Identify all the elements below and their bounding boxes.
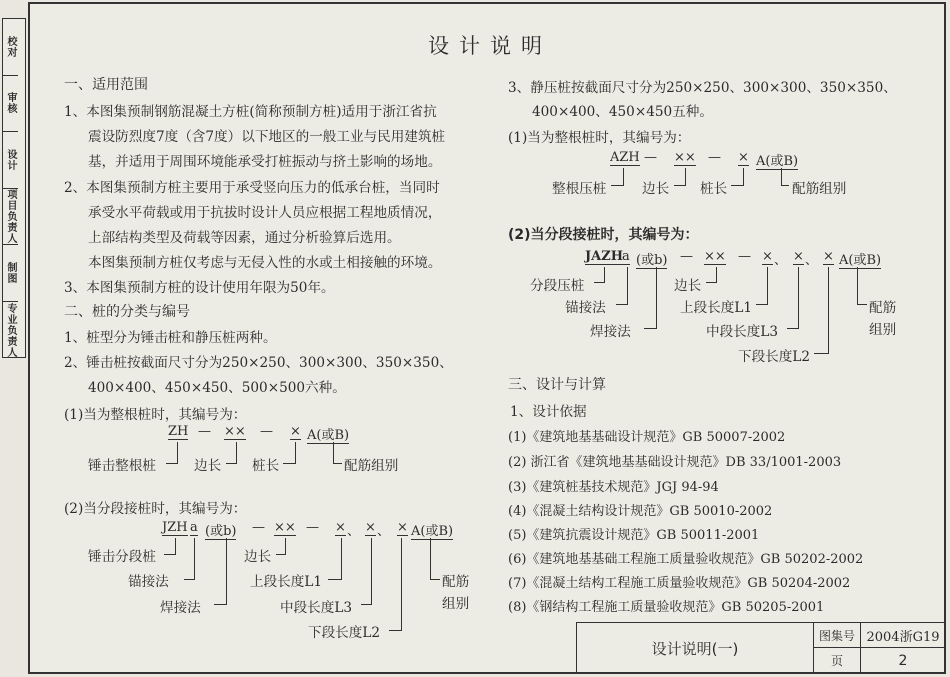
code-label: 桩长 (700, 181, 728, 197)
code-part: a (190, 520, 198, 535)
paragraph: 震设防烈度7度（含7度）以下地区的一般工业与民用建筑桩 (88, 129, 446, 145)
leader-line (276, 554, 286, 555)
atlas-label: 图集号 (813, 622, 861, 648)
code-label: 配筋 (442, 574, 470, 590)
code-label: 组别 (442, 596, 470, 612)
title-block (576, 622, 946, 674)
leader-line (177, 442, 178, 464)
leader-line (616, 304, 628, 305)
leader-line (226, 538, 227, 605)
section-3-heading: 三、设计与计算 (508, 377, 606, 393)
code-part: JZH (162, 520, 188, 535)
reference-item: (4)《混凝土结构设计规范》GB 50010-2002 (508, 504, 773, 519)
code-dash: — (306, 520, 319, 535)
code-label: 锤击整根桩 (88, 458, 156, 474)
leader-line (341, 538, 342, 580)
reference-item: (6)《建筑地基基础工程施工质量验收规范》GB 50202-2002 (508, 552, 864, 567)
leader-line (685, 168, 686, 186)
leader-line (781, 168, 782, 186)
strip-cell: 专业负责人 (5, 302, 16, 358)
leader-line (767, 267, 768, 305)
leader-line (333, 442, 334, 464)
paragraph: 3、本图集预制方桩的设计使用年限为50年。 (64, 280, 335, 296)
code-part: ZH (168, 424, 189, 439)
code-part: × (762, 249, 773, 264)
leader-line (756, 304, 768, 305)
paragraph: 3、静压桩按截面尺寸分为250×250、300×300、350×350、 (508, 80, 897, 96)
paragraph: 本图集预制方桩仅考虑与无侵入性的水或土相接触的环境。 (88, 255, 442, 271)
page-title: 设计说明 (428, 34, 552, 58)
code-part: ×× (224, 424, 246, 439)
leader-line (389, 630, 402, 631)
paragraph: 2、本图集预制方桩主要用于承受竖向压力的低承台桩，当同时 (64, 180, 440, 196)
code-part: × (397, 520, 408, 535)
strip-cell: 审核 (3, 76, 18, 133)
leader-line (283, 463, 296, 464)
code-label: 边长 (674, 278, 702, 294)
drawing-name: 设计说明(一) (576, 622, 814, 674)
code-label: 桩长 (252, 458, 280, 474)
code-label: 整根压桩 (552, 181, 607, 197)
code-label: 边长 (244, 549, 272, 565)
code-label: 配筋组别 (344, 458, 399, 474)
section-1-heading: 一、适用范围 (64, 77, 148, 93)
leader-line (656, 267, 657, 329)
subheading: (1)当为整根桩时，其编号为： (508, 130, 691, 146)
leader-line (430, 538, 431, 580)
leader-line (594, 282, 605, 283)
reference-item: (1)《建筑地基基础设计规范》GB 50007-2002 (508, 430, 786, 445)
code-part: AZH (610, 150, 640, 165)
subheading: (1)当为整根桩时，其编号为： (64, 407, 247, 423)
code-label: 边长 (642, 181, 670, 197)
leader-line (430, 579, 440, 580)
code-label: 焊接法 (590, 324, 631, 340)
code-part: × (335, 520, 346, 535)
leader-line (333, 463, 342, 464)
code-sep: 、 (805, 253, 819, 268)
strip-cell: 制图 (3, 245, 18, 302)
code-label: 锚接法 (128, 574, 169, 590)
leader-line (743, 168, 744, 186)
leader-line (285, 538, 286, 555)
code-label: 分段压桩 (530, 278, 585, 294)
subheading: (2)当分段接桩时，其编号为： (64, 501, 247, 517)
leader-line (226, 463, 237, 464)
atlas-number: 2004浙G19 (860, 622, 946, 648)
leader-line (798, 267, 799, 329)
subheading: (2)当分段接桩时，其编号为： (508, 227, 699, 243)
code-part: × (793, 249, 804, 264)
leader-line (236, 442, 237, 464)
code-sep: 、 (377, 524, 391, 539)
code-label: 配筋组别 (792, 181, 847, 197)
code-label: 上段长度L1 (250, 574, 323, 590)
leader-line (361, 604, 372, 605)
leader-line (781, 185, 789, 186)
leader-line (295, 442, 296, 464)
paragraph: 400×400、450×450五种。 (532, 104, 713, 120)
code-sep: 、 (347, 524, 361, 539)
leader-line (164, 554, 176, 555)
code-label: 边长 (194, 458, 222, 474)
leader-line (611, 185, 624, 186)
leader-line (644, 328, 657, 329)
page-number: 2 (860, 647, 946, 674)
leader-line (828, 267, 829, 354)
reference-item: (7)《混凝土结构工程施工质量验收规范》GB 50204-2002 (508, 576, 851, 591)
leader-line (184, 579, 195, 580)
reference-item: (8)《钢结构工程施工质量验收规范》GB 50205-2001 (508, 600, 825, 615)
leader-line (814, 353, 829, 354)
code-label: 组别 (869, 322, 897, 338)
leader-line (401, 538, 402, 631)
paragraph: 400×400、450×450、500×500六种。 (88, 380, 346, 396)
code-part: × (738, 150, 749, 165)
leader-line (716, 267, 717, 283)
leader-line (706, 282, 717, 283)
paragraph: 1、桩型分为锤击桩和静压桩两种。 (64, 330, 277, 346)
leader-line (194, 538, 195, 580)
leader-line (857, 304, 867, 305)
code-part: (或b) (636, 249, 667, 269)
code-label: 焊接法 (160, 600, 201, 616)
code-part: (或b) (205, 520, 236, 540)
paragraph: 1、本图集预制钢筋混凝土方桩(简称预制方桩)适用于浙江省抗 (64, 104, 437, 120)
leader-line (857, 267, 858, 305)
code-part: × (823, 249, 834, 264)
code-part: JAZH (585, 249, 624, 264)
leader-line (328, 579, 342, 580)
strip-cell: 项目负责人 (5, 189, 16, 245)
code-dash: — (680, 249, 693, 264)
code-part: A(或B) (411, 520, 453, 540)
code-label: 锤击分段桩 (88, 549, 156, 565)
code-label: 锚接法 (565, 300, 606, 316)
leader-line (371, 538, 372, 605)
leader-line (787, 328, 799, 329)
code-label: 配筋 (869, 300, 897, 316)
leader-line (623, 168, 624, 186)
strip-cell: 设计 (3, 132, 18, 189)
code-label: 上段长度L1 (680, 300, 753, 316)
strip-cell: 校对 (3, 19, 18, 76)
code-dash: — (738, 249, 751, 264)
code-label: 中段长度L3 (280, 600, 353, 616)
code-part: A(或B) (307, 424, 349, 444)
code-part: a (622, 249, 630, 264)
code-dash: — (644, 150, 657, 165)
reference-item: (5)《建筑抗震设计规范》GB 50011-2001 (508, 528, 760, 543)
code-dash: — (198, 424, 211, 439)
paragraph: 2、锤击桩按截面尺寸分为250×250、300×300、350×350、 (64, 355, 453, 371)
subheading: 1、设计依据 (510, 404, 587, 420)
paragraph: 基，并适用于周围环境能承受打桩振动与挤土影响的场地。 (88, 154, 442, 170)
reference-item: (2) 浙江省《建筑地基基础设计规范》DB 33/1001-2003 (508, 455, 842, 470)
code-label: 下段长度L2 (738, 349, 811, 365)
code-part: × (290, 424, 301, 439)
approval-strip (2, 18, 26, 358)
leader-line (627, 267, 628, 305)
leader-line (674, 185, 686, 186)
reference-item: (3)《建筑桩基技术规范》JGJ 94-94 (508, 480, 719, 495)
leader-line (175, 538, 176, 555)
code-dash: — (260, 424, 273, 439)
code-part: A(或B) (839, 249, 881, 269)
leader-line (166, 463, 178, 464)
code-label: 下段长度L2 (308, 625, 381, 641)
code-part: ×× (704, 249, 726, 264)
code-sep: 、 (774, 253, 788, 268)
code-part: A(或B) (756, 150, 798, 170)
code-part: × (365, 520, 376, 535)
section-2-heading: 二、桩的分类与编号 (64, 304, 190, 320)
code-label: 中段长度L3 (706, 324, 779, 340)
leader-line (214, 604, 227, 605)
paragraph: 承受水平荷载或用于抗拔时设计人员应根据工程地质情况， (88, 205, 442, 221)
code-part: ×× (674, 150, 696, 165)
leader-line (604, 267, 605, 283)
leader-line (731, 185, 744, 186)
code-dash: — (708, 150, 721, 165)
page-label: 页 (813, 647, 861, 674)
code-part: ×× (274, 520, 296, 535)
paragraph: 上部结构类型及荷载等因素，通过分析验算后选用。 (88, 230, 401, 246)
code-dash: — (252, 520, 265, 535)
